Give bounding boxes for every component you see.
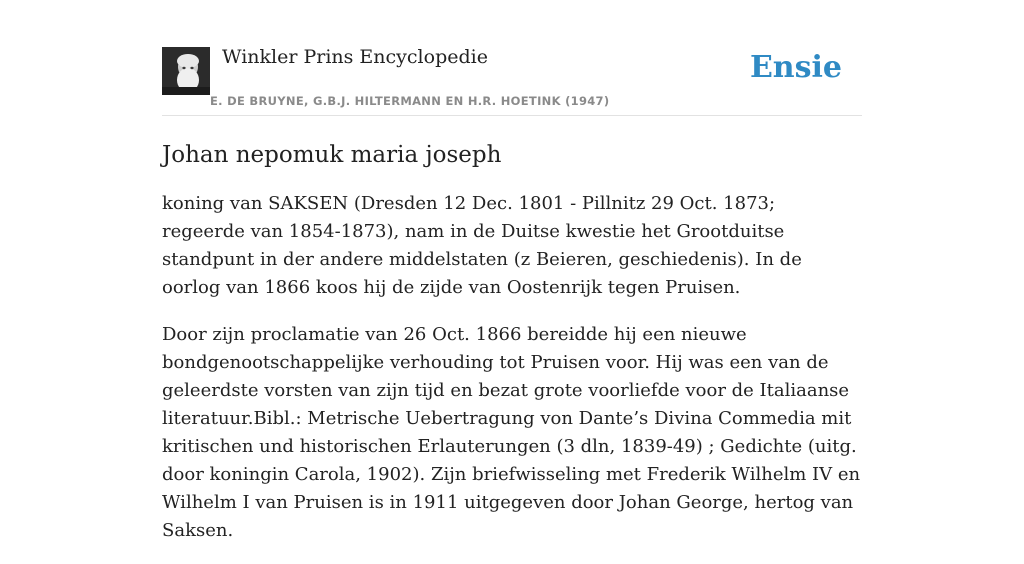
author-byline: E. DE BRUYNE, G.B.J. HILTERMANN EN H.R. HOETINK (1947) <box>210 94 610 108</box>
page-title: Johan nepomuk maria joseph <box>162 142 502 168</box>
article-body <box>162 140 862 564</box>
bearded-man-portrait-icon <box>162 47 210 95</box>
site-header <box>162 44 862 116</box>
brand-logo[interactable]: Ensie <box>749 50 842 85</box>
article-paragraph: Door zijn proclamatie van 26 Oct. 1866 bereidde hij een nieuwe bondgenootschappelijke verhouding tot Pruisen voor. Hij was een van de geleerdste vorsten van zijn tijd en bezat grote voorliefde voor de Italiaanse literatuur.Bibl.: Metrische Uebertragung von Dante’s Divina Commedia mit kritischen und historischen Erlauterungen (3 dln, 1839-49) ; Gedichte (uitg. door koningin Carola, 1902). Zijn briefwisseling met Frederik Wilhelm IV en Wilhelm I van Pruisen is in 1911 uitgegeven door Johan George, hertog van Saksen. <box>162 324 861 541</box>
article-paragraph: koning van SAKSEN (Dresden 12 Dec. 1801 - Pillnitz 29 Oct. 1873; regeerde van 1854-1873), nam in de Duitse kwestie het Grootduitse standpunt in der andere middelstaten (z Beieren, geschiedenis). In de oorlog van 1866 koos hij de zijde van Oostenrijk tegen Pruisen. <box>162 193 802 298</box>
site-title[interactable]: Winkler Prins Encyclopedie <box>222 46 488 68</box>
author-avatar-icon[interactable] <box>162 47 210 95</box>
